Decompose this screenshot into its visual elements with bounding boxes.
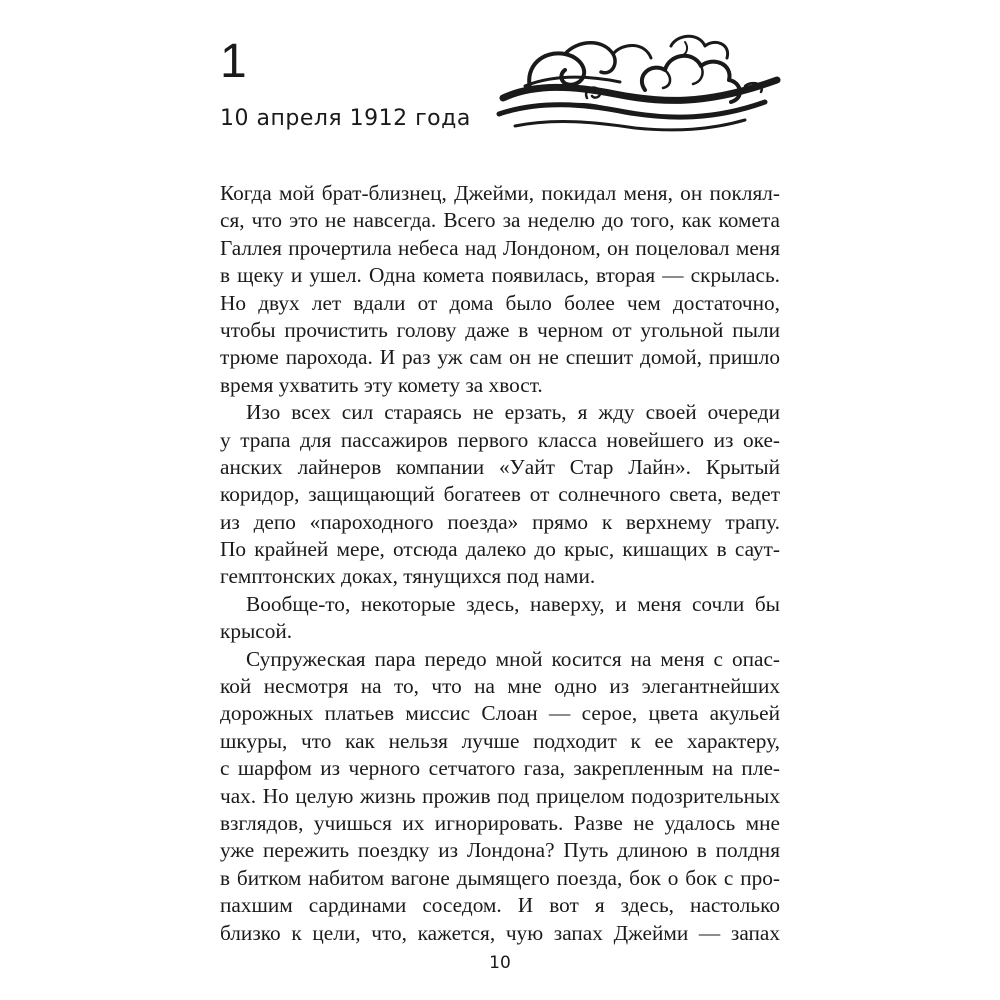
text-line: анских лайнеров компании «Уайт Стар Лайн». Крытый xyxy=(220,454,780,479)
paragraph-1 xyxy=(220,180,780,399)
text-line: из депо «пароходного поезда» прямо к верхнему трапу. xyxy=(220,509,780,534)
text-line: чах. Но целую жизнь прожив под прицелом подозрительных xyxy=(220,783,780,808)
text-line: пахшим сардинами соседом. И вот я здесь, настолько xyxy=(220,893,780,918)
wave-ornament-icon xyxy=(495,28,785,138)
text-line: уже пережить поездку из Лондона? Путь длиною в полдня xyxy=(220,838,780,863)
paragraph-3 xyxy=(220,591,780,646)
text-line: в битком набитом вагоне дымящего поезда, бок о бок с про- xyxy=(220,865,780,890)
text-line: с шарфом из черного сетчатого газа, закрепленным на пле- xyxy=(220,756,780,781)
text-line: Когда мой брат-близнец, Джейми, покидал меня, он поклял- xyxy=(220,181,780,205)
text-line: Но двух лет вдали от дома было более чем достаточно, xyxy=(220,290,780,315)
text-line: трюме парохода. И раз уж сам он не спешит домой, пришло xyxy=(220,345,780,370)
chapter-date: 10 апреля 1912 года xyxy=(220,106,471,131)
text-line: Изо всех сил стараясь не ерзать, я жду своей очереди xyxy=(246,400,780,425)
text-line: ся, что это не навсегда. Всего за неделю до того, как комета xyxy=(220,208,780,233)
paragraph-2 xyxy=(220,399,780,591)
page-number: 10 xyxy=(489,953,511,973)
text-line: в щеку и ушел. Одна комета появилась, вторая — скрылась. xyxy=(220,263,780,288)
text-line: По крайней мере, отсюда далеко до крыс, кишащих в саут- xyxy=(220,537,780,562)
text-line: кой несмотря на то, что на мне одно из элегантнейших xyxy=(220,674,780,699)
text-line: шкуры, что как нельзя лучше подходит к ее характеру, xyxy=(220,728,780,753)
text-line: коридор, защищающий богатеев от солнечного света, ведет xyxy=(220,482,780,507)
text-line: крысой. xyxy=(220,619,293,644)
text-line: время ухватить эту комету за хвост. xyxy=(220,372,543,397)
chapter-number: 1 xyxy=(220,35,247,88)
body-text xyxy=(220,180,780,947)
text-line: Супружеская пара передо мной косится на меня с опас- xyxy=(246,646,780,671)
text-line: близко к цели, что, кажется, чую запах Джейми — запах xyxy=(220,920,780,945)
text-line: гемптонских доках, тянущихся под нами. xyxy=(220,564,596,589)
text-line: дорожных платьев миссис Слоан — серое, цвета акульей xyxy=(220,701,780,726)
text-line: у трапа для пассажиров первого класса новейшего из оке- xyxy=(220,427,780,452)
text-line: взглядов, учишься их игнорировать. Разве не удалось мне xyxy=(220,810,780,835)
paragraph-4 xyxy=(220,646,780,947)
text-line: Вообще-то, некоторые здесь, наверху, и меня сочли бы xyxy=(246,591,780,616)
text-line: чтобы прочистить голову даже в черном от угольной пыли xyxy=(220,317,780,342)
text-line: Галлея прочертила небеса над Лондоном, он поцеловал меня xyxy=(220,235,780,260)
